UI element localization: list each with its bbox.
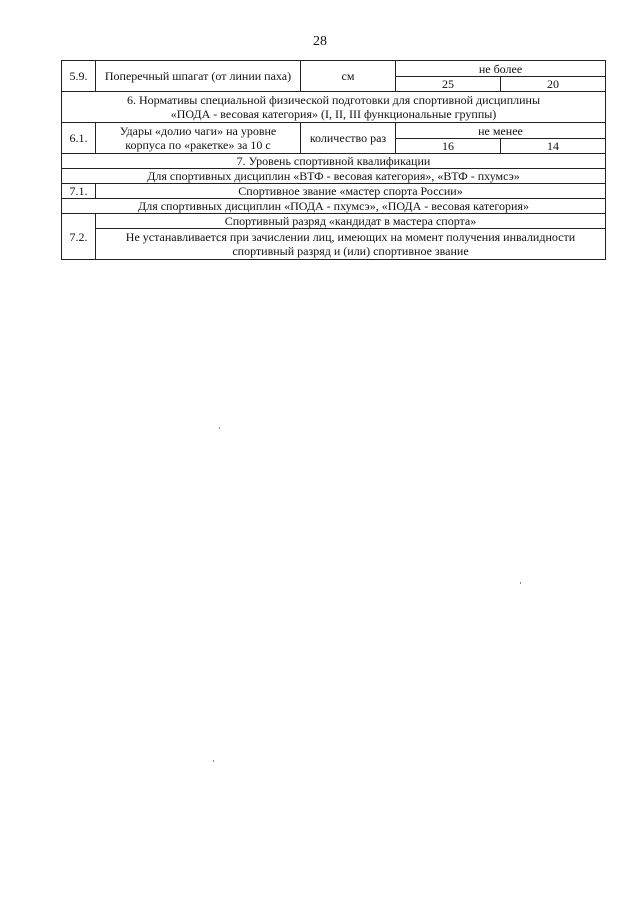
value-cell: 25 <box>396 77 501 92</box>
section-6-header <box>62 92 606 123</box>
row-number: 7.1. <box>62 184 96 199</box>
value-cell: 14 <box>501 139 606 154</box>
qualification-cell: Спортивное звание «мастер спорта России» <box>96 184 606 199</box>
norms-table <box>61 60 606 260</box>
table-row-6-1 <box>62 123 606 139</box>
row-number: 7.2. <box>62 214 96 260</box>
section-7-subhead-1: Для спортивных дисциплин «ВТФ - весовая категория», «ВТФ - пхумсэ» <box>62 169 606 184</box>
section-6-line1: 6. Нормативы специальной физической подготовки для спортивной дисциплины <box>126 93 541 107</box>
exercise-name: Поперечный шпагат (от линии паха) <box>96 61 301 92</box>
table-row-5-9 <box>62 61 606 77</box>
table-row-7-2-b <box>62 229 606 260</box>
exercise-name-line1: Удары «долио чаги» на уровне <box>119 124 277 138</box>
exercise-name <box>96 123 301 154</box>
row-number: 6.1. <box>62 123 96 154</box>
condition-cell: не более <box>396 61 606 77</box>
section-7-subhead-2: Для спортивных дисциплин «ПОДА - пхумсэ», «ПОДА - весовая категория» <box>62 199 606 214</box>
section-7-subhead-2-row <box>62 199 606 214</box>
qualification-note-line1: Не устанавливается при зачислении лиц, имеющих на момент получения инвалидности <box>125 230 576 244</box>
unit-cell: см <box>301 61 396 92</box>
unit-cell: количество раз <box>301 123 396 154</box>
row-number: 5.9. <box>62 61 96 92</box>
value-cell: 16 <box>396 139 501 154</box>
section-7-subhead-1-row <box>62 169 606 184</box>
condition-cell: не менее <box>396 123 606 139</box>
section-6-line2: «ПОДА - весовая категория» (I, II, III функциональные группы) <box>170 107 497 121</box>
scan-speck <box>219 427 220 429</box>
value-cell: 20 <box>501 77 606 92</box>
qualification-note <box>96 229 606 260</box>
scan-speck <box>520 582 521 584</box>
section-7-title: 7. Уровень спортивной квалификации <box>62 154 606 169</box>
section-7-title-row <box>62 154 606 169</box>
page-number: 28 <box>313 34 327 49</box>
exercise-name-line2: корпуса по «ракетке» за 10 с <box>125 138 271 152</box>
table-row-7-1 <box>62 184 606 199</box>
qualification-cell: Спортивный разряд «кандидат в мастера спорта» <box>96 214 606 229</box>
table-row-7-2-a <box>62 214 606 229</box>
qualification-note-line2: спортивный разряд и (или) спортивное звание <box>232 244 469 258</box>
scan-speck <box>213 760 214 762</box>
